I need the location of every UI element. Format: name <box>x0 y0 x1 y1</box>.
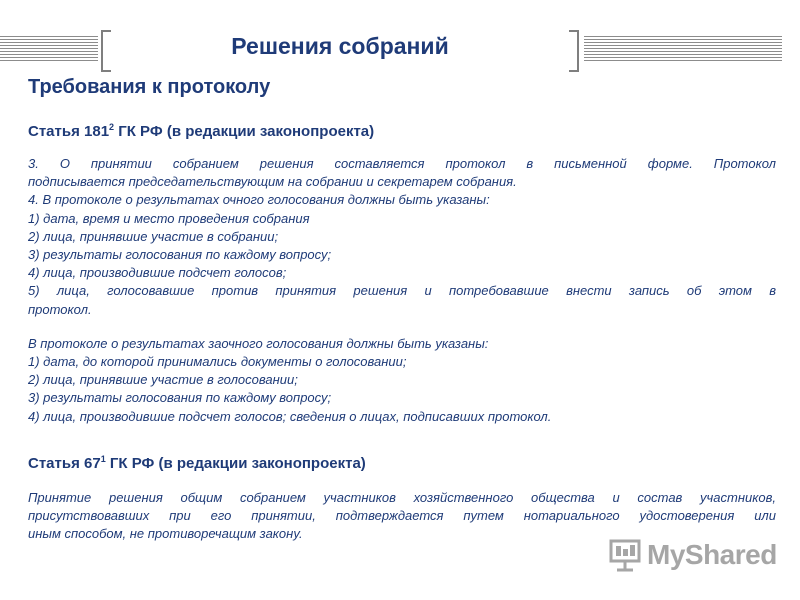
article-181-p4-item3: 3) результаты голосования по каждому вопросу; <box>28 247 332 263</box>
slide-subtitle: Требования к протоколу <box>28 76 271 98</box>
article-181-heading-suffix: ГК РФ (в редакции законопроекта) <box>114 123 375 140</box>
title-bracket-right <box>569 30 579 72</box>
article-181-p4-item2: 2) лица, принявшие участие в собрании; <box>28 228 279 244</box>
article-181-p4-intro: 4. В протоколе о результатах очного голосования должны быть указаны: <box>28 192 490 208</box>
article-181-heading-sup: 2 <box>109 122 115 132</box>
article-67-line2: присутствовавших при его принятии, подтверждается путем нотариального удостоверения или <box>28 508 776 524</box>
article-181-absentee-item1: 1) дата, до которой принимались документы о голосовании; <box>28 354 407 370</box>
article-181-p4-item4: 4) лица, производившие подсчет голосов; <box>28 265 287 281</box>
article-181-p4-item5-line2: протокол. <box>28 301 92 317</box>
article-181-heading <box>28 122 374 140</box>
paragraph-gap <box>28 319 776 335</box>
article-181-absentee-item3: 3) результаты голосования по каждому вопросу; <box>28 390 332 406</box>
article-181-para1-line1: 3. О принятии собранием решения составляется протокол в письменной форме. Протокол <box>28 156 776 171</box>
article-67-heading-prefix: Статья 67 <box>28 455 101 472</box>
article-67-heading <box>28 454 366 472</box>
slide-title: Решения собраний <box>231 33 449 59</box>
logo-text: MyShared <box>647 539 777 570</box>
header-stripes-right <box>584 36 782 62</box>
article-67-line3: иным способом, не противоречащим закону. <box>28 526 303 542</box>
article-181-heading-prefix: Статья 181 <box>28 123 110 140</box>
article-181-para1-line2: подписывается председательствующим на собрании и секретарем собрания. <box>28 174 517 190</box>
header-stripes-left <box>0 36 98 62</box>
article-67-heading-suffix: ГК РФ (в редакции законопроекта) <box>105 455 366 472</box>
article-181-absentee-item4: 4) лица, производившие подсчет голосов; сведения о лицах, подписавших протокол. <box>28 408 552 424</box>
article-67-body <box>28 489 776 544</box>
myshared-logo <box>607 537 777 573</box>
article-181-absentee-intro: В протоколе о результатах заочного голосования должны быть указаны: <box>28 335 489 351</box>
article-181-p4-item5-line1: 5) лица, голосовавшие против принятия решения и потребовавшие внести запись об этом в <box>28 283 776 299</box>
presentation-board-icon <box>607 537 643 573</box>
article-181-absentee-item2: 2) лица, принявшие участие в голосовании; <box>28 372 298 388</box>
article-67-heading-sup: 1 <box>100 454 106 464</box>
article-181-p4-item1: 1) дата, время и место проведения собрания <box>28 210 310 226</box>
article-181-body <box>28 155 776 426</box>
article-67-line1: Принятие решения общим собранием участников хозяйственного общества и состав участников, <box>28 490 776 505</box>
